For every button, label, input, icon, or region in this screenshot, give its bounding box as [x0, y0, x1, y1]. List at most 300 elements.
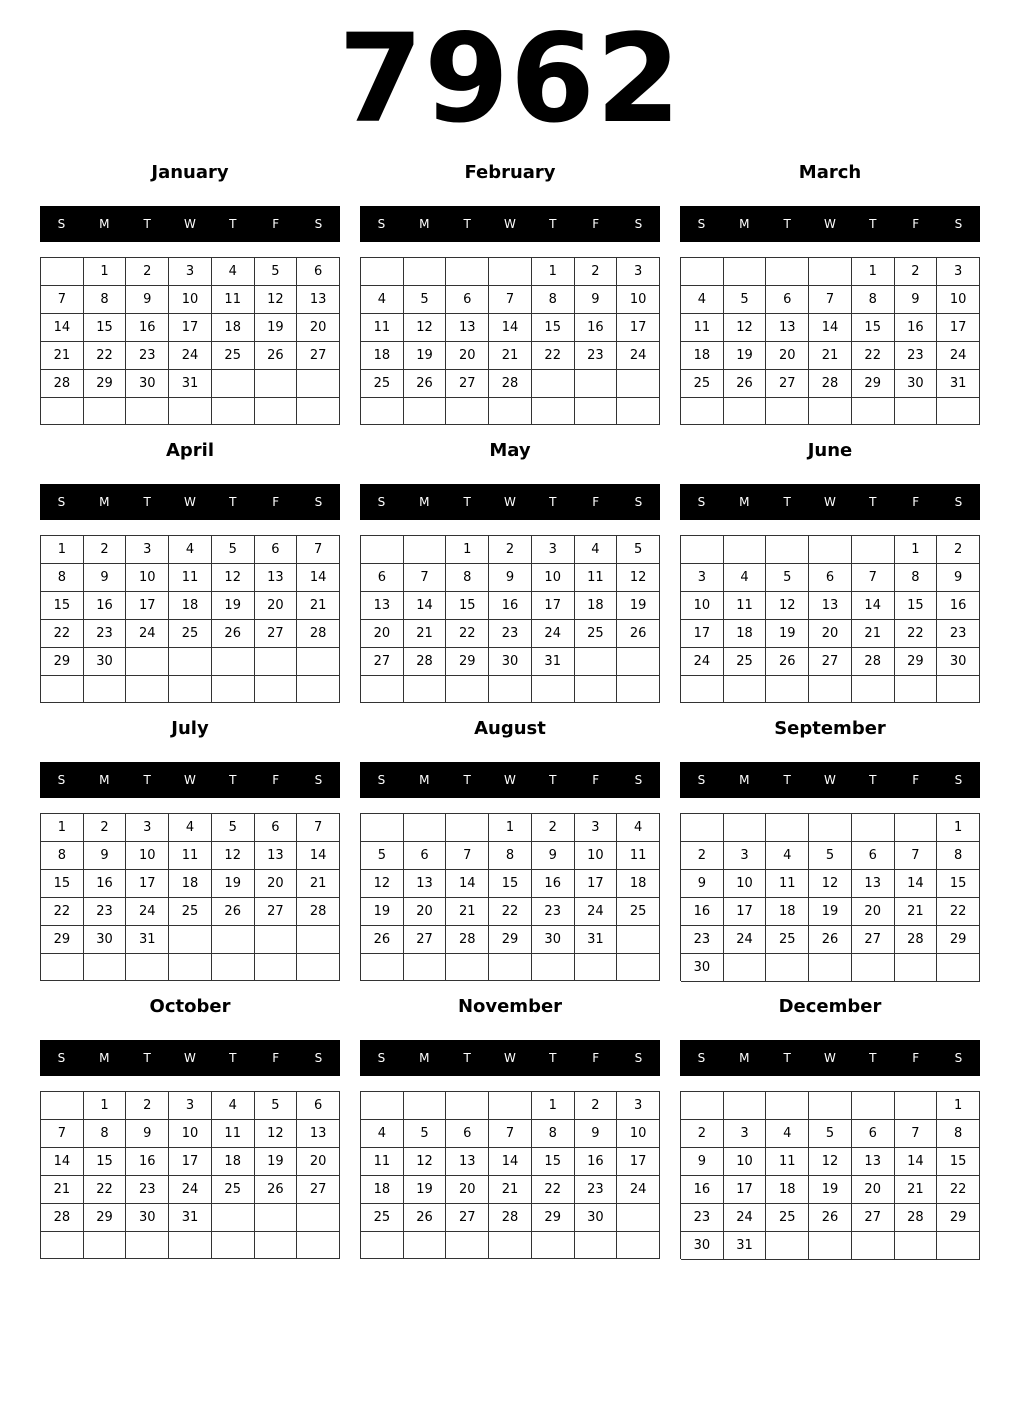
day-cell: 5 — [212, 536, 255, 564]
day-cell: 10 — [126, 564, 169, 592]
day-cell: 15 — [937, 1148, 980, 1176]
day-cell: 23 — [532, 898, 575, 926]
weekday-label: T — [869, 1051, 877, 1065]
day-cell: 24 — [724, 1204, 767, 1232]
empty-day-cell — [41, 676, 84, 703]
empty-day-cell — [212, 676, 255, 703]
day-cell: 20 — [297, 1148, 340, 1176]
day-cell: 14 — [852, 592, 895, 620]
day-cell: 8 — [937, 842, 980, 870]
weekday-label: M — [419, 495, 430, 509]
month-name: July — [171, 718, 209, 739]
empty-day-cell — [809, 954, 852, 982]
day-cell: 30 — [895, 370, 938, 398]
weekday-label: T — [869, 495, 877, 509]
day-cell: 10 — [937, 286, 980, 314]
empty-day-cell — [126, 648, 169, 676]
day-cell: 6 — [446, 286, 489, 314]
day-cell: 5 — [255, 258, 298, 286]
empty-day-cell — [41, 398, 84, 425]
weekday-label: S — [697, 1051, 706, 1065]
day-cell: 13 — [255, 564, 298, 592]
day-cell: 1 — [446, 536, 489, 564]
day-cell: 29 — [446, 648, 489, 676]
empty-day-cell — [255, 398, 298, 425]
day-cell: 4 — [575, 536, 618, 564]
empty-day-cell — [169, 676, 212, 703]
day-cell: 8 — [41, 842, 84, 870]
empty-day-cell — [297, 1232, 340, 1259]
day-cell: 10 — [681, 592, 724, 620]
day-cell: 22 — [532, 342, 575, 370]
empty-day-cell — [404, 536, 447, 564]
day-cell: 4 — [766, 1120, 809, 1148]
empty-day-cell — [617, 370, 660, 398]
empty-day-cell — [404, 258, 447, 286]
empty-day-cell — [84, 676, 127, 703]
month-name: November — [457, 996, 563, 1017]
weekday-label: S — [314, 495, 323, 509]
day-cell: 6 — [809, 564, 852, 592]
empty-day-cell — [575, 398, 618, 425]
day-cell: 2 — [895, 258, 938, 286]
day-cell: 11 — [361, 1148, 404, 1176]
empty-day-cell — [724, 814, 767, 842]
day-cell: 14 — [297, 842, 340, 870]
day-cell: 23 — [84, 898, 127, 926]
empty-day-cell — [212, 1204, 255, 1232]
weekday-label: F — [912, 1051, 920, 1065]
day-cell: 16 — [575, 314, 618, 342]
day-cell: 25 — [766, 926, 809, 954]
day-cell: 12 — [766, 592, 809, 620]
day-cell: 18 — [724, 620, 767, 648]
day-cell: 9 — [84, 564, 127, 592]
day-cell: 23 — [895, 342, 938, 370]
weekday-label: T — [143, 495, 151, 509]
day-cell: 17 — [169, 1148, 212, 1176]
empty-day-cell — [895, 1232, 938, 1260]
day-cell: 15 — [937, 870, 980, 898]
month-name: February — [464, 162, 556, 183]
empty-day-cell — [446, 676, 489, 703]
day-cell: 30 — [681, 1232, 724, 1260]
empty-day-cell — [297, 648, 340, 676]
day-cell: 7 — [297, 536, 340, 564]
day-cell: 12 — [212, 842, 255, 870]
day-cell: 30 — [575, 1204, 618, 1232]
day-cell: 12 — [809, 870, 852, 898]
day-cell: 25 — [724, 648, 767, 676]
weekday-label: W — [504, 217, 516, 231]
day-cell: 21 — [404, 620, 447, 648]
empty-day-cell — [489, 1232, 532, 1259]
day-cell: 9 — [532, 842, 575, 870]
day-cell: 25 — [766, 1204, 809, 1232]
weekday-label: M — [739, 773, 750, 787]
day-cell: 15 — [532, 1148, 575, 1176]
weekday-label: T — [783, 217, 791, 231]
day-cell: 14 — [41, 314, 84, 342]
day-cell: 22 — [852, 342, 895, 370]
day-cell: 29 — [532, 1204, 575, 1232]
empty-day-cell — [532, 954, 575, 981]
empty-day-cell — [724, 1092, 767, 1120]
day-cell: 5 — [617, 536, 660, 564]
empty-day-cell — [489, 1092, 532, 1120]
day-cell: 23 — [575, 342, 618, 370]
weekday-header — [40, 206, 340, 242]
day-cell: 23 — [126, 342, 169, 370]
empty-day-cell — [489, 954, 532, 981]
weekday-label: S — [634, 1051, 643, 1065]
day-cell: 1 — [895, 536, 938, 564]
day-cell: 29 — [489, 926, 532, 954]
day-cell: 28 — [895, 1204, 938, 1232]
day-cell: 6 — [766, 286, 809, 314]
day-cell: 18 — [617, 870, 660, 898]
weekday-header — [360, 1040, 660, 1076]
day-grid — [680, 1091, 980, 1259]
day-cell: 16 — [84, 592, 127, 620]
day-cell: 16 — [575, 1148, 618, 1176]
day-grid — [360, 257, 660, 425]
empty-day-cell — [895, 676, 938, 703]
month-name: March — [798, 162, 862, 183]
day-cell: 20 — [446, 1176, 489, 1204]
day-grid — [40, 535, 340, 703]
day-cell: 28 — [809, 370, 852, 398]
weekday-label: S — [314, 217, 323, 231]
empty-day-cell — [937, 954, 980, 982]
day-cell: 18 — [212, 1148, 255, 1176]
day-cell: 27 — [404, 926, 447, 954]
empty-day-cell — [852, 676, 895, 703]
day-cell: 23 — [84, 620, 127, 648]
day-cell: 24 — [126, 898, 169, 926]
empty-day-cell — [361, 258, 404, 286]
day-cell: 22 — [41, 898, 84, 926]
day-cell: 5 — [361, 842, 404, 870]
day-cell: 17 — [617, 1148, 660, 1176]
day-cell: 6 — [361, 564, 404, 592]
day-cell: 11 — [361, 314, 404, 342]
empty-day-cell — [255, 1232, 298, 1259]
day-cell: 2 — [532, 814, 575, 842]
day-cell: 7 — [895, 1120, 938, 1148]
empty-day-cell — [895, 1092, 938, 1120]
day-cell: 27 — [255, 898, 298, 926]
day-cell: 2 — [126, 1092, 169, 1120]
empty-day-cell — [766, 258, 809, 286]
empty-day-cell — [766, 398, 809, 425]
weekday-label: T — [463, 495, 471, 509]
weekday-label: F — [592, 217, 600, 231]
day-cell: 24 — [169, 1176, 212, 1204]
day-cell: 4 — [766, 842, 809, 870]
day-cell: 9 — [937, 564, 980, 592]
day-cell: 3 — [724, 842, 767, 870]
day-cell: 16 — [895, 314, 938, 342]
weekday-label: T — [143, 1051, 151, 1065]
day-cell: 7 — [41, 286, 84, 314]
weekday-label: S — [697, 495, 706, 509]
day-cell: 23 — [575, 1176, 618, 1204]
weekday-label: T — [143, 773, 151, 787]
day-grid — [680, 813, 980, 981]
empty-day-cell — [895, 398, 938, 425]
day-cell: 20 — [852, 1176, 895, 1204]
day-cell: 20 — [809, 620, 852, 648]
day-cell: 2 — [681, 842, 724, 870]
weekday-label: S — [57, 1051, 66, 1065]
day-cell: 14 — [297, 564, 340, 592]
day-cell: 24 — [575, 898, 618, 926]
day-cell: 22 — [84, 342, 127, 370]
day-cell: 14 — [404, 592, 447, 620]
day-cell: 4 — [724, 564, 767, 592]
weekday-label: T — [869, 217, 877, 231]
empty-day-cell — [681, 814, 724, 842]
weekday-label: W — [824, 217, 836, 231]
empty-day-cell — [297, 676, 340, 703]
day-cell: 18 — [766, 898, 809, 926]
empty-day-cell — [575, 954, 618, 981]
day-cell: 2 — [84, 814, 127, 842]
day-cell: 8 — [895, 564, 938, 592]
day-cell: 7 — [895, 842, 938, 870]
weekday-header — [360, 762, 660, 798]
day-cell: 13 — [852, 1148, 895, 1176]
day-grid — [360, 813, 660, 981]
weekday-label: T — [549, 217, 557, 231]
day-cell: 2 — [489, 536, 532, 564]
day-cell: 20 — [361, 620, 404, 648]
day-cell: 21 — [41, 1176, 84, 1204]
empty-day-cell — [404, 954, 447, 981]
day-cell: 1 — [84, 258, 127, 286]
calendar-year-title: 7962 — [338, 8, 682, 150]
day-cell: 14 — [446, 870, 489, 898]
empty-day-cell — [297, 1204, 340, 1232]
day-grid — [40, 257, 340, 425]
empty-day-cell — [41, 1232, 84, 1259]
weekday-label: S — [634, 217, 643, 231]
day-cell: 15 — [41, 592, 84, 620]
empty-day-cell — [532, 676, 575, 703]
day-cell: 6 — [404, 842, 447, 870]
day-cell: 22 — [895, 620, 938, 648]
empty-day-cell — [809, 536, 852, 564]
weekday-label: F — [912, 495, 920, 509]
day-cell: 13 — [297, 1120, 340, 1148]
day-cell: 18 — [575, 592, 618, 620]
empty-day-cell — [489, 398, 532, 425]
day-cell: 10 — [169, 1120, 212, 1148]
empty-day-cell — [41, 954, 84, 981]
day-cell: 23 — [937, 620, 980, 648]
day-cell: 1 — [41, 536, 84, 564]
day-cell: 26 — [809, 1204, 852, 1232]
weekday-label: T — [463, 217, 471, 231]
day-cell: 6 — [255, 536, 298, 564]
empty-day-cell — [169, 398, 212, 425]
weekday-label: M — [739, 1051, 750, 1065]
day-cell: 28 — [446, 926, 489, 954]
day-cell: 15 — [895, 592, 938, 620]
day-cell: 17 — [681, 620, 724, 648]
weekday-label: S — [697, 773, 706, 787]
weekday-label: F — [272, 217, 280, 231]
day-cell: 5 — [766, 564, 809, 592]
day-cell: 9 — [681, 1148, 724, 1176]
empty-day-cell — [766, 954, 809, 982]
day-cell: 4 — [169, 814, 212, 842]
weekday-label: F — [272, 1051, 280, 1065]
day-cell: 17 — [937, 314, 980, 342]
day-cell: 1 — [84, 1092, 127, 1120]
empty-day-cell — [617, 1232, 660, 1259]
day-cell: 27 — [255, 620, 298, 648]
day-cell: 27 — [446, 370, 489, 398]
day-cell: 16 — [681, 1176, 724, 1204]
day-cell: 23 — [489, 620, 532, 648]
day-cell: 18 — [212, 314, 255, 342]
weekday-label: T — [549, 495, 557, 509]
empty-day-cell — [361, 398, 404, 425]
empty-day-cell — [489, 258, 532, 286]
month-name: October — [149, 996, 231, 1017]
weekday-label: S — [634, 773, 643, 787]
day-cell: 10 — [617, 1120, 660, 1148]
day-cell: 10 — [724, 1148, 767, 1176]
day-cell: 14 — [489, 314, 532, 342]
empty-day-cell — [212, 648, 255, 676]
day-cell: 18 — [169, 870, 212, 898]
day-cell: 12 — [724, 314, 767, 342]
weekday-label: S — [377, 773, 386, 787]
day-cell: 11 — [766, 1148, 809, 1176]
day-cell: 26 — [404, 1204, 447, 1232]
day-cell: 22 — [532, 1176, 575, 1204]
day-cell: 23 — [681, 1204, 724, 1232]
day-cell: 1 — [532, 1092, 575, 1120]
day-cell: 19 — [361, 898, 404, 926]
empty-day-cell — [575, 1232, 618, 1259]
day-cell: 4 — [361, 286, 404, 314]
empty-day-cell — [41, 1092, 84, 1120]
day-cell: 17 — [169, 314, 212, 342]
day-cell: 14 — [895, 870, 938, 898]
day-cell: 27 — [297, 1176, 340, 1204]
empty-day-cell — [681, 398, 724, 425]
day-cell: 5 — [404, 1120, 447, 1148]
empty-day-cell — [852, 398, 895, 425]
day-cell: 7 — [446, 842, 489, 870]
day-cell: 21 — [297, 870, 340, 898]
empty-day-cell — [532, 398, 575, 425]
day-cell: 20 — [255, 870, 298, 898]
day-cell: 11 — [575, 564, 618, 592]
day-cell: 27 — [297, 342, 340, 370]
empty-day-cell — [852, 954, 895, 982]
day-cell: 3 — [169, 1092, 212, 1120]
day-cell: 12 — [212, 564, 255, 592]
month-name: May — [489, 440, 531, 461]
empty-day-cell — [446, 1092, 489, 1120]
empty-day-cell — [446, 398, 489, 425]
day-cell: 20 — [255, 592, 298, 620]
weekday-header — [40, 484, 340, 520]
empty-day-cell — [617, 1204, 660, 1232]
weekday-label: W — [824, 495, 836, 509]
day-cell: 8 — [84, 286, 127, 314]
day-cell: 10 — [126, 842, 169, 870]
day-cell: 28 — [404, 648, 447, 676]
day-cell: 1 — [532, 258, 575, 286]
day-cell: 3 — [126, 814, 169, 842]
day-cell: 21 — [446, 898, 489, 926]
weekday-label: M — [419, 773, 430, 787]
empty-day-cell — [255, 954, 298, 981]
weekday-label: T — [229, 217, 237, 231]
day-cell: 8 — [532, 1120, 575, 1148]
day-cell: 13 — [404, 870, 447, 898]
empty-day-cell — [255, 676, 298, 703]
day-cell: 11 — [681, 314, 724, 342]
weekday-label: M — [99, 1051, 110, 1065]
day-cell: 6 — [446, 1120, 489, 1148]
day-cell: 24 — [169, 342, 212, 370]
day-cell: 11 — [724, 592, 767, 620]
day-cell: 7 — [41, 1120, 84, 1148]
empty-day-cell — [41, 258, 84, 286]
day-cell: 19 — [212, 870, 255, 898]
day-cell: 19 — [809, 898, 852, 926]
weekday-label: S — [57, 495, 66, 509]
weekday-label: W — [504, 773, 516, 787]
empty-day-cell — [446, 1232, 489, 1259]
empty-day-cell — [575, 648, 618, 676]
day-cell: 22 — [937, 1176, 980, 1204]
day-cell: 2 — [681, 1120, 724, 1148]
empty-day-cell — [681, 258, 724, 286]
empty-day-cell — [361, 1232, 404, 1259]
day-cell: 20 — [852, 898, 895, 926]
empty-day-cell — [404, 814, 447, 842]
empty-day-cell — [255, 1204, 298, 1232]
day-cell: 15 — [41, 870, 84, 898]
empty-day-cell — [575, 676, 618, 703]
day-cell: 3 — [169, 258, 212, 286]
day-cell: 6 — [297, 1092, 340, 1120]
weekday-label: M — [739, 495, 750, 509]
day-cell: 13 — [297, 286, 340, 314]
day-cell: 15 — [852, 314, 895, 342]
day-cell: 16 — [126, 314, 169, 342]
day-cell: 15 — [84, 314, 127, 342]
empty-day-cell — [361, 954, 404, 981]
day-cell: 12 — [617, 564, 660, 592]
day-cell: 2 — [575, 258, 618, 286]
day-cell: 25 — [617, 898, 660, 926]
weekday-label: F — [912, 217, 920, 231]
empty-day-cell — [852, 814, 895, 842]
empty-day-cell — [297, 370, 340, 398]
weekday-label: T — [549, 1051, 557, 1065]
empty-day-cell — [617, 676, 660, 703]
empty-day-cell — [169, 1232, 212, 1259]
